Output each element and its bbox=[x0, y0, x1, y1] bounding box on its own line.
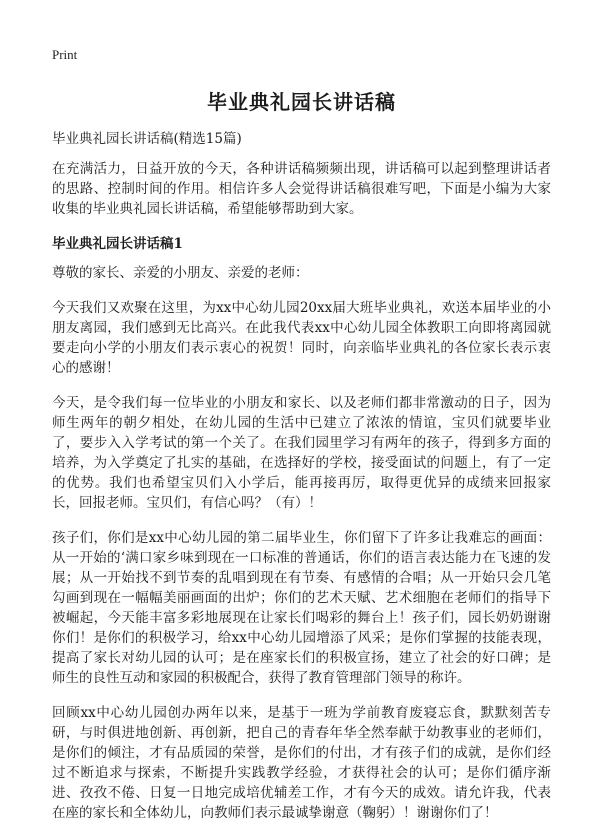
body-paragraph: 今天，是令我们每一位毕业的小朋友和家长、以及老师们都非常激动的日子，因为师生两年的朝夕相处，在幼儿园的生活中已建立了浓浓的情谊，宝贝们就要毕业了，要步入入学考试的第一个关了。在我们园里学习有两年的孩子，得到多方面的培养，为入学奠定了扎实的基础，在选择好的学校，接受面试的问题上，有了一定的优势。我们也希望宝贝们入小学后，能再接再厉，取得更优异的成绩来回报家长，回报老师。宝贝们，有信心吗？（有）！ bbox=[52, 395, 551, 511]
section-heading: 毕业典礼园长讲话稿1 bbox=[52, 236, 183, 252]
body-paragraph: 孩子们，你们是xx中心幼儿园的第二届毕业生，你们留下了许多让我难忘的画面：从一开始的‘满口家乡味到现在一口标准的普通话，你们的语言表达能力在飞速的发展；从一开始找不到节奏的乱唱到现在有节奏、有感情的合唱；从一开始只会几笔勾画到现在一幅幅美丽画面的出炉；你们的艺术天赋、艺术细胞在老师们的指导下被崛起，今天能丰富多彩地展现在让家长们喝彩的舞台上！孩子们，园长奶奶谢谢你们！是你们的积极学习，给xx中心幼儿园增添了风采；是你们掌握的技能表现，提高了家长对幼儿园的认可；是在座家长们的积极宣扬，建立了社会的好口碑；是师生的良性互动和家园的积极配合，获得了教育管理部门领导的称许。 bbox=[52, 530, 551, 686]
body-paragraph: 回顾xx中心幼儿园创办两年以来，是基于一班为学前教育废寝忘食，默默刻苦专研，与时俱进地创新、再创新，把自己的青春年华全然奉献于幼教事业的老师们，是你们的倾注，才有品质园的荣誉，是你们的付出，才有孩子们的成就，是你们经过不断追求与探索，不断提升实践教学经验，才获得社会的认可；是你们循序渐进、孜孜不倦、日复一日地完成培优辅差工作，才有今天的成效。请允许我，代表在座的家长和全体幼儿，向教师们表示最诚挚谢意（鞠躬）！谢谢你们了！ bbox=[52, 705, 551, 821]
page-title: 毕业典礼园长讲话稿 bbox=[207, 90, 396, 114]
salutation-paragraph: 尊敬的家长、亲爱的小朋友、亲爱的老师： bbox=[52, 265, 309, 281]
body-paragraph: 今天我们又欢聚在这里，为xx中心幼儿园20xx届大班毕业典礼，欢送本届毕业的小朋友离园，我们感到无比高兴。在此我代表xx中心幼儿园全体教职工向即将离园就要走向小学的小朋友们表示衷心的祝贺！同时，向亲临毕业典礼的各位家长表示衷心的感谢！ bbox=[52, 300, 551, 376]
print-link[interactable]: Print bbox=[52, 47, 78, 62]
intro-paragraph: 在充满活力，日益开放的今天，各种讲话稿频频出现，讲话稿可以起到整理讲话者的思路、控制时间的作用。相信许多人会觉得讲话稿很难写吧，下面是小编为大家收集的毕业典礼园长讲话稿，希望能够帮助到大家。 bbox=[52, 161, 551, 217]
document-subtitle: 毕业典礼园长讲话稿(精选15篇) bbox=[52, 131, 242, 147]
